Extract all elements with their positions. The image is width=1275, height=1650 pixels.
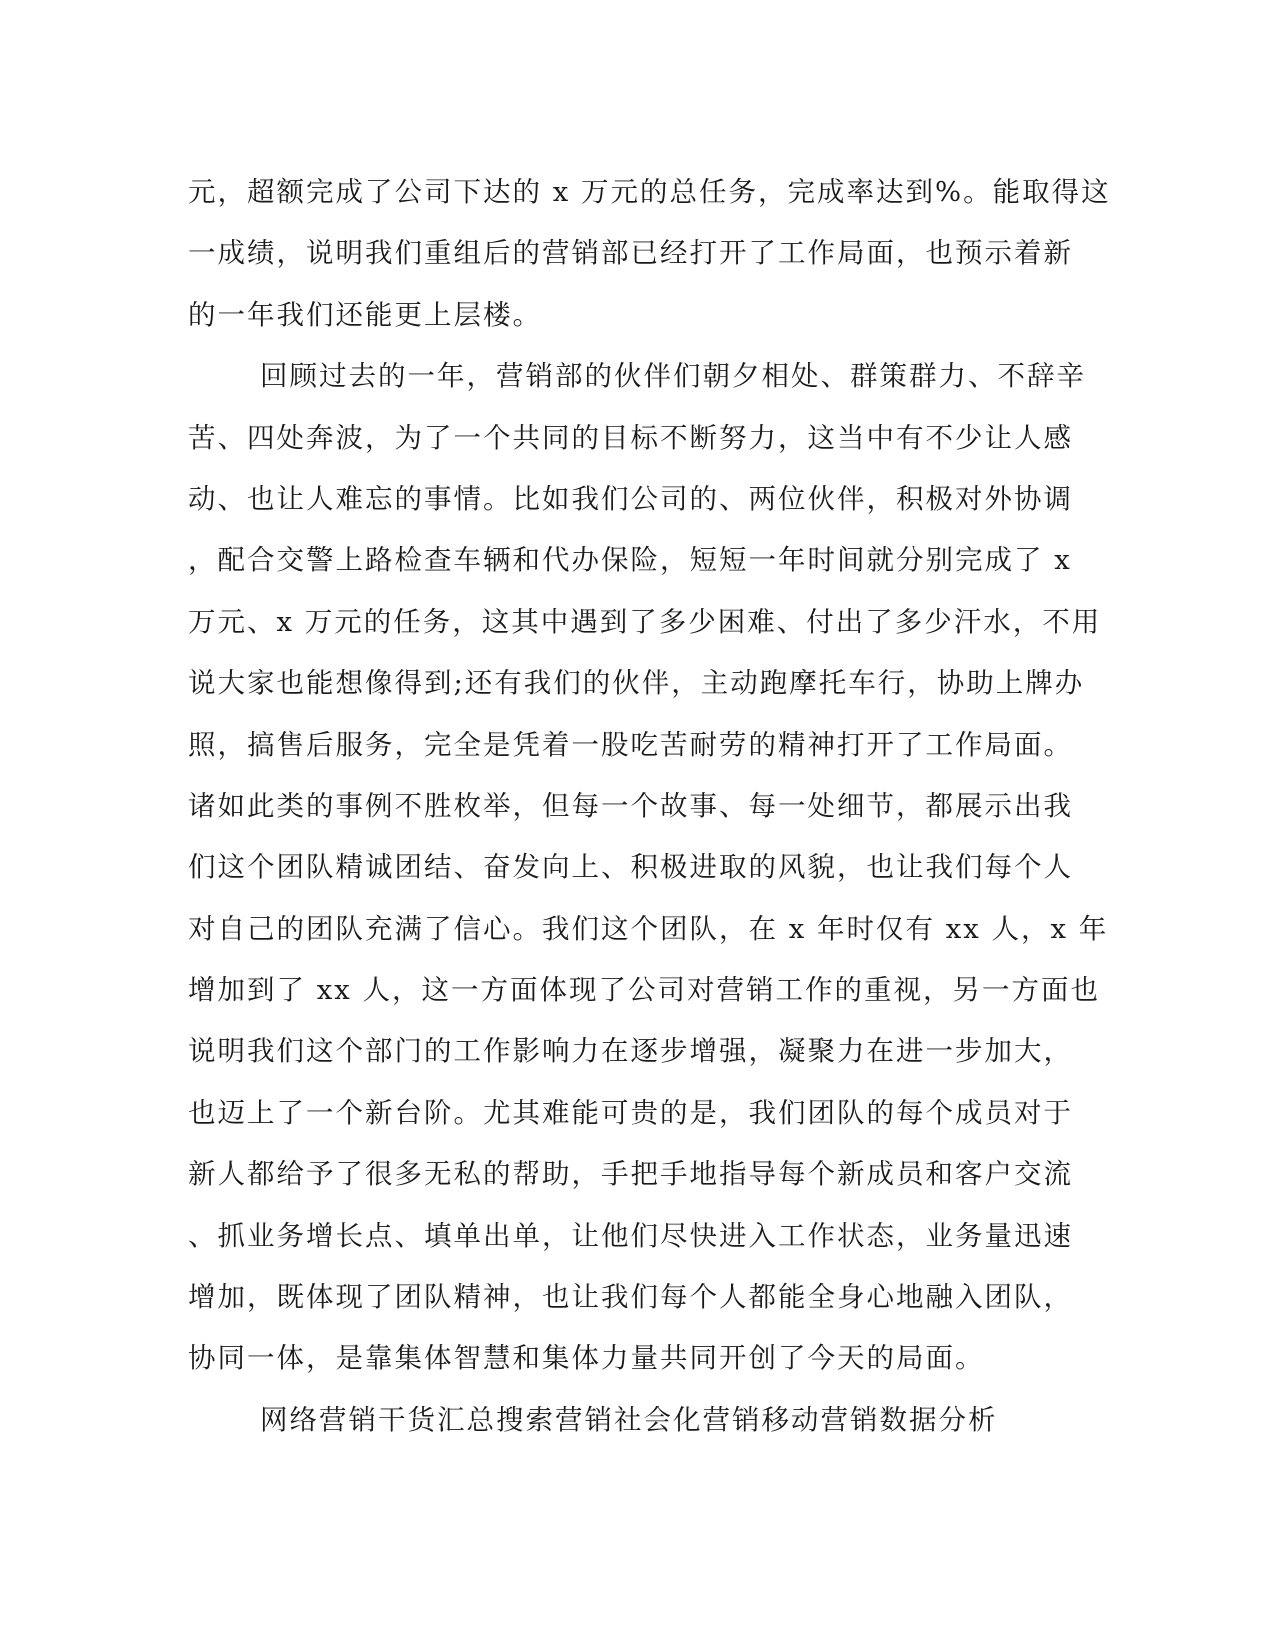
text-line: 诸如此类的事例不胜枚举，但每一个故事、每一处细节，都展示出我 <box>188 789 1073 822</box>
text-line: 对自己的团队充满了信心。我们这个团队，在 x 年时仅有 xx 人，x 年 <box>188 912 1109 945</box>
text-line: 增加到了 xx 人，这一方面体现了公司对营销工作的重视，另一方面也 <box>188 974 1100 1007</box>
text-line: 元，超额完成了公司下达的 x 万元的总任务，完成率达到%。能取得这 <box>188 176 1111 208</box>
text-line: 说大家也能想像得到;还有我们的伙伴，主动跑摩托车行，协助上牌办 <box>188 667 1085 700</box>
text-line: 的一年我们还能更上层楼。 <box>188 298 542 331</box>
text-line: 动、也让人难忘的事情。比如我们公司的、两位伙伴，积极对外协调 <box>188 482 1073 515</box>
paragraph-1 <box>188 162 1111 346</box>
footer-line: 网络营销干货汇总搜索营销社会化营销移动营销数据分析 <box>260 1403 998 1436</box>
text-line: 回顾过去的一年，营销部的伙伴们朝夕相处、群策群力、不辞辛 <box>260 360 1086 393</box>
text-line: 们这个团队精诚团结、奋发向上、积极进取的风貌，也让我们每个人 <box>188 851 1073 884</box>
text-line: 照，搞售后服务，完全是凭着一股吃苦耐劳的精神打开了工作局面。 <box>188 728 1073 761</box>
text-line: 、抓业务增长点、填单出单，让他们尽快进入工作状态，业务量迅速 <box>188 1219 1073 1252</box>
text-line: 说明我们这个部门的工作影响力在逐步增强，凝聚力在进一步加大， <box>188 1035 1073 1068</box>
text-line: 协同一体，是靠集体智慧和集体力量共同开创了今天的局面。 <box>188 1342 985 1375</box>
text-line: 增加，既体现了团队精神，也让我们每个人都能全身心地融入团队， <box>188 1281 1073 1314</box>
text-line: ，配合交警上路检查车辆和代办保险，短短一年时间就分别完成了 x <box>188 544 1072 577</box>
text-line: 新人都给予了很多无私的帮助，手把手地指导每个新成员和客户交流 <box>188 1158 1073 1191</box>
document-body <box>188 162 1111 1451</box>
text-line: 万元、x 万元的任务，这其中遇到了多少困难、付出了多少汗水，不用 <box>188 605 1102 638</box>
text-line: 也迈上了一个新台阶。尤其难能可贵的是，我们团队的每个成员对于 <box>188 1096 1073 1129</box>
paragraph-2 <box>188 346 1109 1390</box>
text-line: 一成绩，说明我们重组后的营销部已经打开了工作局面，也预示着新 <box>188 237 1073 270</box>
text-line: 苦、四处奔波，为了一个共同的目标不断努力，这当中有不少让人感 <box>188 421 1073 454</box>
